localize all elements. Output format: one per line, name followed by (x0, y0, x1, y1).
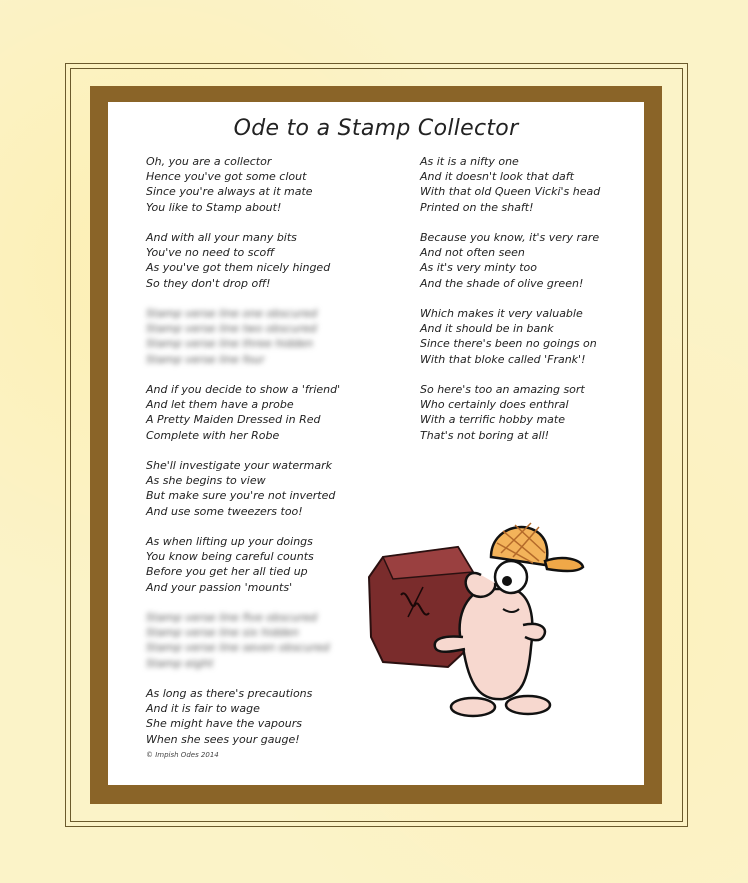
verse-stanza (420, 230, 640, 291)
blurred-stanza (146, 610, 376, 671)
verse-line: As it's very minty too (420, 261, 538, 275)
blurred-verse-line: Stamp verse line seven obscured (146, 641, 330, 655)
verse-line: And it is fair to wage (146, 702, 260, 716)
verse-line: And it should be in bank (420, 322, 554, 336)
verse-line: And your passion 'mounts' (146, 580, 293, 594)
verse-line: Since you're always at it mate (146, 185, 313, 199)
stamp-collector-cartoon (363, 517, 603, 727)
verse-line: And use some tweezers too! (146, 504, 303, 518)
verse-line: And if you decide to show a 'friend' (146, 383, 341, 396)
blurred-verse-line: Stamp verse line three hidden (146, 337, 313, 351)
left-verse-column (146, 154, 376, 762)
blurred-verse-line: Stamp verse line five obscured (146, 611, 317, 624)
verse-stanza (146, 230, 376, 291)
verse-line: With that old Queen Vicki's head (420, 185, 601, 199)
poem-title: Ode to a Stamp Collector (233, 116, 519, 141)
verse-line: With a terrific hobby mate (420, 413, 565, 427)
verse-line: As she begins to view (146, 474, 266, 488)
poem-sheet (108, 102, 644, 785)
verse-line: Because you know, it's very rare (420, 231, 600, 244)
blurred-verse-line: Stamp verse line six hidden (146, 626, 299, 640)
verse-line: With that bloke called 'Frank'! (420, 352, 586, 366)
verse-stanza (420, 154, 640, 215)
verse-line: Oh, you are a collector (146, 155, 272, 168)
verse-line: You know being careful counts (146, 550, 314, 564)
verse-line: She'll investigate your watermark (146, 459, 332, 472)
verse-stanza (420, 382, 640, 443)
verse-stanza (146, 458, 376, 519)
verse-stanza (146, 534, 376, 595)
verse-line: And not often seen (420, 246, 525, 260)
verse-stanza (146, 154, 376, 215)
verse-line: A Pretty Maiden Dressed in Red (146, 413, 321, 427)
verse-stanza (146, 686, 376, 747)
blurred-verse-line: Stamp eight (146, 656, 214, 670)
verse-line: And it doesn't look that daft (420, 170, 574, 184)
verse-line: Complete with her Robe (146, 428, 280, 442)
verse-line: Who certainly does enthral (420, 398, 569, 412)
verse-line: You've no need to scoff (146, 246, 275, 260)
verse-line: As you've got them nicely hinged (146, 261, 331, 275)
blurred-verse-line: Stamp verse line one obscured (146, 307, 318, 320)
verse-line: She might have the vapours (146, 717, 302, 731)
verse-line: And with all your many bits (146, 231, 297, 244)
verse-line: As it is a nifty one (420, 155, 519, 168)
verse-line: And let them have a probe (146, 398, 294, 412)
verse-line: When she sees your gauge! (146, 732, 300, 746)
blurred-stanza (146, 306, 376, 367)
verse-line: So they don't drop off! (146, 276, 271, 290)
blurred-verse-line: Stamp verse line four (146, 352, 265, 366)
verse-line: But make sure you're not inverted (146, 489, 336, 503)
copyright-notice: © Impish Odes 2014 (146, 751, 219, 759)
verse-line: And the shade of olive green! (420, 276, 584, 290)
verse-line: Since there's been no goings on (420, 337, 597, 351)
verse-line: So here's too an amazing sort (420, 383, 585, 396)
right-verse-column (420, 154, 640, 458)
verse-line: Hence you've got some clout (146, 170, 307, 184)
verse-line: Before you get her all tied up (146, 565, 308, 579)
verse-stanza (420, 306, 640, 367)
verse-line: Which makes it very valuable (420, 307, 583, 320)
verse-line: As when lifting up your doings (146, 535, 313, 548)
verse-line: You like to Stamp about! (146, 200, 282, 214)
verse-line: As long as there's precautions (146, 687, 313, 700)
blurred-verse-line: Stamp verse line two obscured (146, 322, 317, 336)
verse-line: Printed on the shaft! (420, 200, 534, 214)
verse-stanza (146, 382, 376, 443)
verse-line: That's not boring at all! (420, 428, 550, 442)
